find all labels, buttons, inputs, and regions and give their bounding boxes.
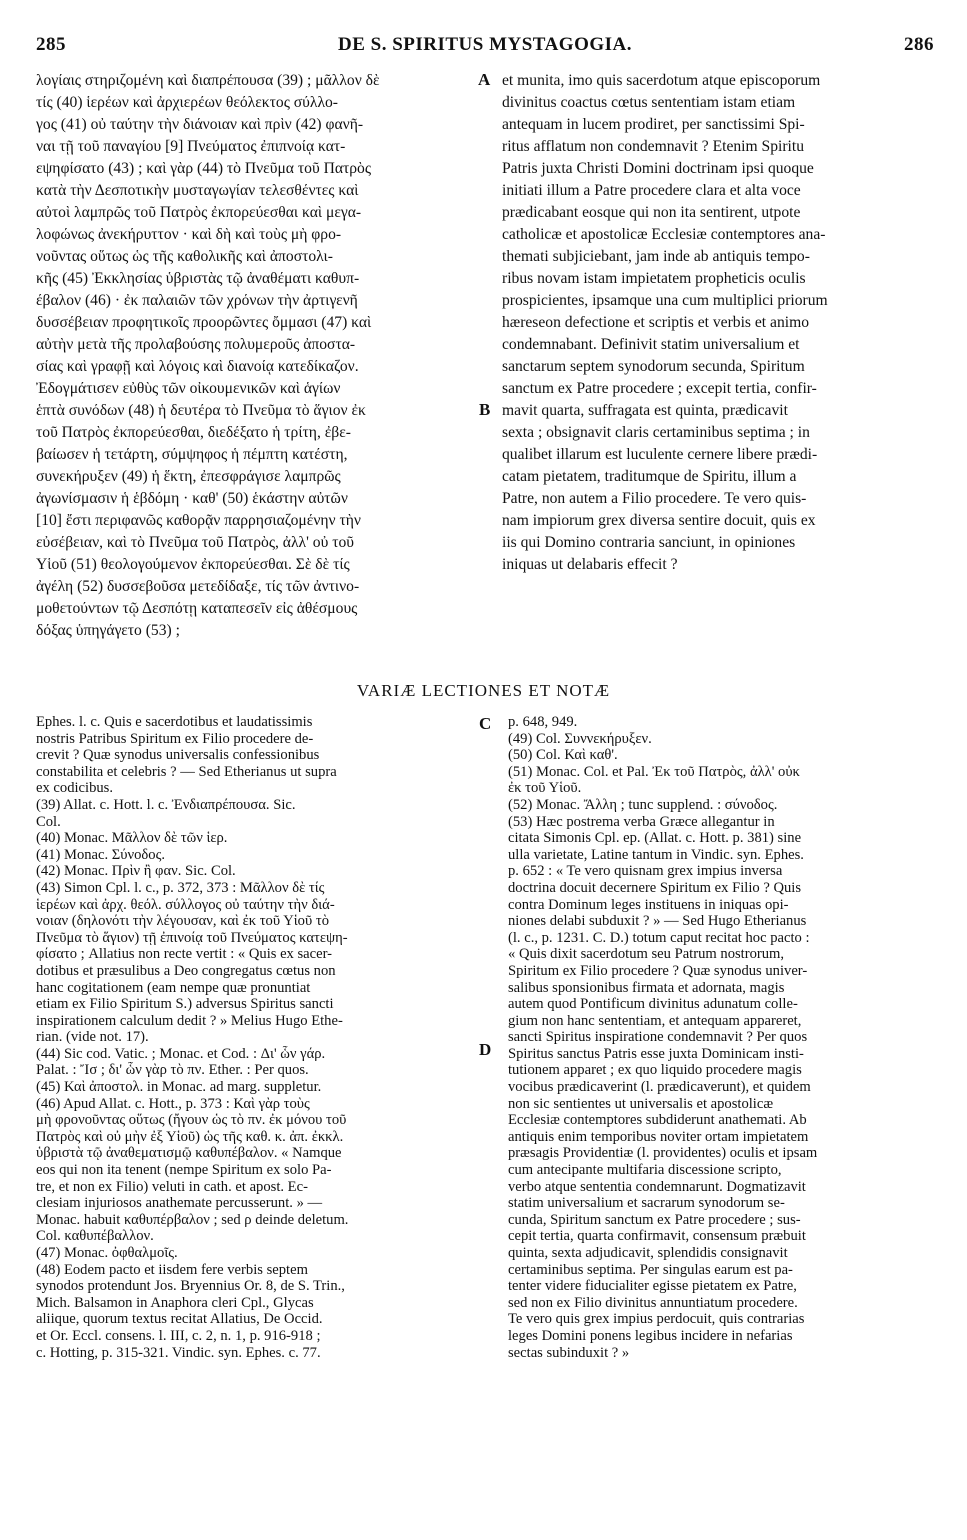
note-line: (47) Monac. ὀφθαλμοῖς.: [36, 1245, 178, 1261]
note-line: non sic sentientes ut universalis et apostolicæ: [508, 1095, 774, 1112]
greek-text-line: τοῦ Πατρὸς ἐκπορεύεσθαι, διεδέξατο ἡ τρίτη, ἐβε-: [36, 424, 351, 441]
greek-text-line: λοφώνως ἀνεκήρυττον · καὶ δὴ καὶ τοὺς μὴ φρο-: [36, 226, 342, 243]
greek-text-line: νοῦντας οὕτως ὡς τῆς καθολικῆς καὶ ἀποστολι-: [36, 248, 333, 265]
latin-text-line: hæreseon defectione et scriptis et verbis et animo: [502, 314, 810, 331]
note-line: etiam ex Filio Spiritum S.) adversus Spiritus sancti: [36, 996, 334, 1013]
note-line: et Or. Eccl. consens. l. III, c. 2, n. 1, p. 916-918 ;: [36, 1327, 321, 1344]
note-line: inspirationem calculum dedit ? » Melius Hugo Ethe-: [36, 1012, 343, 1029]
running-title: DE S. SPIRITUS MYSTAGOGIA.: [337, 34, 632, 55]
note-line: sed non ex Filio divinitus annuntiatum procedere.: [508, 1294, 798, 1311]
note-line: (49) Col. Συννεκήρυξεν.: [508, 730, 652, 747]
latin-text-column: [502, 70, 934, 576]
latin-text-line: ribus novam istam impietatem propheticis oculis: [502, 270, 806, 287]
latin-text-line: catam pietatem, traditumque de Spiritu, illum a: [502, 468, 797, 485]
note-line: p. 652 : « Te vero quisnam grex impius inversa: [508, 863, 783, 880]
greek-text-line: ἀγωνίσμασιν ἡ ἑβδόμη · καθ' (50) ἑκάστην αὐτῶν: [36, 490, 348, 507]
latin-text-line: antequam in lucem prodiret, per sanctissimi Spi-: [502, 116, 805, 133]
greek-text-line: εψηφίσατο (43) ; καὶ γὰρ (44) τὸ Πνεῦμα τοῦ Πατρὸς: [36, 160, 372, 177]
note-line: (40) Monac. Μᾶλλον δὲ τῶν ἱερ.: [36, 830, 228, 847]
note-line: φίσατο ; Allatius non recte vertit : « Quis ex sacer-: [36, 946, 333, 963]
note-line: (48) Eodem pacto et iisdem fere verbis septem: [36, 1261, 308, 1278]
note-line: Ephes. l. c. Quis e sacerdotibus et laudatissimis: [36, 714, 313, 730]
note-line: constabilita et celebris ? — Sed Etherianus ut supra: [36, 763, 337, 780]
note-line: contra Dominum leges instituens in iniquas opi-: [508, 896, 789, 913]
notes-right-column: [508, 714, 936, 1361]
note-line: citata Simonis Cpl. ep. (Allat. c. Hott. p. 381) sine: [508, 830, 802, 847]
latin-text-line: iniquas ut delabaris effecit ?: [502, 556, 678, 573]
note-line: cum antecipante multifaria discessione scripto,: [508, 1162, 782, 1179]
note-line: (50) Col. Καὶ καθ'.: [508, 747, 618, 764]
greek-text-line: αὐτὴν μετὰ τῆς προλαβούσης πολυμεροῦς ἀποστα-: [36, 336, 356, 353]
greek-text-line: δυσσέβειαν προφητικοῖς προορῶντες ὄμμασι (47) καὶ: [36, 314, 372, 331]
note-line: crevit ? Quæ synodus universalis confessionibus: [36, 747, 320, 764]
note-line: sectas subinduxit ? »: [508, 1344, 630, 1361]
note-line: ex codicibus.: [36, 780, 114, 797]
note-line: vocibus prædicaverint (l. prædicaverunt), et quidem: [508, 1079, 811, 1096]
latin-text-line: nam impiorum grex diversa sentire docuit, quis ex: [502, 512, 816, 529]
note-line: c. Hotting, p. 315-321. Vindic. syn. Ephes. c. 77.: [36, 1344, 321, 1361]
margin-marker-a: A: [478, 70, 491, 89]
note-line: (53) Hæc postrema verba Græce allegantur in: [508, 813, 775, 830]
note-line: leges Domini ponens legibus incidere in nefarias: [508, 1327, 793, 1344]
greek-text-line: συνεκήρυξεν (49) ἡ ἕκτη, ἐπεσφράγισε λαμπρῶς: [36, 468, 341, 485]
greek-text-line: αὐτοὶ λαμπρῶς τοῦ Πατρὸς ἐκπορεύεσθαι καὶ μεγα-: [36, 204, 362, 221]
latin-text-line: divinitus coactus cœtus sententiam istam etiam: [502, 94, 796, 111]
note-line: gium non hanc sententiam, et antequam appareret,: [508, 1012, 802, 1029]
notes-left-column: [36, 714, 468, 1361]
note-line: niones delabi subduxit ? » — Sed Hugo Etherianus: [508, 913, 807, 930]
greek-text-line: λογίαις στηριζομένη καὶ διαπρέπουσα (39) ; μᾶλλον δὲ: [36, 72, 380, 89]
note-line: p. 648, 949.: [508, 714, 578, 730]
note-line: antiquis enim temporibus noviter ortam impietatem: [508, 1128, 809, 1145]
greek-text-line: εὐσέβειαν, καὶ τὸ Πνεῦμα τοῦ Πατρὸς, ἀλλ' οὐ τοῦ: [36, 534, 355, 551]
note-line: rian. (vide not. 17).: [36, 1029, 149, 1046]
greek-text-line: τίς (40) ἱερέων καὶ ἀρχιερέων θεόλεκτος σύλλο-: [36, 94, 338, 111]
note-line: cepit tertia, quarta confirmavit, consensum præbuit: [508, 1228, 806, 1245]
latin-text-line: themati subjiciebant, jam inde ab antiquis tempo-: [502, 248, 810, 265]
latin-text-line: prospicientes, ipsamque una cum multiplici priorum: [502, 292, 828, 309]
greek-text-line: κατὰ τὴν Δεσποτικὴν μυσταγωγίαν τελεσθέντες καὶ: [36, 182, 359, 199]
note-line: Palat. : Ἴσ ; δι' ὧν γὰρ τὸ πν. Ether. : Per quos.: [36, 1062, 309, 1079]
page-number-right: 286: [904, 34, 934, 55]
note-line: Te vero quis grex impius perdocuit, quis contrarias: [508, 1311, 805, 1328]
note-line: Col. καθυπέβαλλον.: [36, 1228, 154, 1245]
note-line: (45) Καὶ ἀποστολ. in Monac. ad marg. suppletur.: [36, 1079, 322, 1096]
greek-text-line: Ἐδογμάτισεν εὐθὺς τῶν οἰκουμενικῶν καὶ ἁγίων: [36, 380, 341, 397]
note-line: ὑβριστὰ τῷ ἀναθεματισμῷ καθυπέβαλον. « Namque: [36, 1145, 342, 1162]
note-line: Mich. Balsamon in Anaphora cleri Cpl., Glycas: [36, 1294, 314, 1311]
note-line: Monac. habuit καθυπέρβαλον ; sed ρ deinde deletum.: [36, 1211, 349, 1228]
note-line: autem quod Pontificum divinitus adunatum colle-: [508, 996, 798, 1013]
greek-text-line: δόξας ὑπηγάγετο (53) ;: [36, 622, 180, 639]
greek-text-line: Υἱοῦ (51) θεολογούμενον ἐκπορεύεσθαι. Σὲ δὲ τίς: [36, 556, 350, 573]
note-line: nostris Patribus Spiritum ex Filio procedere de-: [36, 730, 314, 747]
note-line: dotibus et præsulibus a Deo congregatus cœtus non: [36, 962, 336, 979]
note-line: ἐκ τοῦ Υἱοῦ.: [508, 780, 582, 797]
note-line: certaminibus septima. Per singulas earum est pa-: [508, 1261, 793, 1278]
note-line: tutionem apparet ; ex quo liquido procedere magis: [508, 1062, 802, 1079]
greek-text-line: βαίωσεν ἡ τετάρτη, σύμψηφος ἡ πέμπτη κατέστη,: [36, 446, 348, 463]
note-line: (46) Apud Allat. c. Hott., p. 373 : Καὶ γὰρ τοὺς: [36, 1095, 310, 1112]
note-line: (l. c., p. 1231. C. D.) totum caput recitat hoc pacto :: [508, 929, 810, 946]
note-line: Spiritum ex Filio procedere ? Quæ synodus univer-: [508, 962, 808, 979]
note-line: (51) Monac. Col. et Pal. Ἐκ τοῦ Πατρὸς, ἀλλ' οὐκ: [508, 763, 800, 780]
margin-marker-c: C: [479, 714, 492, 733]
note-line: synodos protendunt Jos. Bryennius Or. 8, de S. Trin.,: [36, 1278, 345, 1295]
latin-text-line: Patre, non autem a Filio procedere. Te vero quis-: [502, 490, 807, 507]
page-number-left: 285: [36, 34, 66, 55]
latin-text-line: sanctarum septem synodorum secunda, Spiritum: [502, 358, 805, 375]
note-line: eos qui non ita tenent (nempe Spiritum ex solo Pa-: [36, 1162, 332, 1179]
latin-text-line: mavit quarta, suffragata est quinta, prædicavit: [502, 402, 788, 419]
latin-text-line: sexta ; obsignavit claris certaminibus septima ; in: [502, 424, 810, 441]
latin-text-line: iis qui Domino contraria sanciunt, in opiniones: [502, 534, 796, 551]
note-line: « Quis dixit sacerdotum seu Patrum nostrorum,: [508, 946, 785, 963]
latin-text-line: qualibet illarum est luculente cernere libere prædi-: [502, 446, 818, 463]
latin-text-line: Patris juxta Christi Domini doctrinam ipsi quoque: [502, 160, 814, 177]
greek-text-line: κῆς (45) Ἐκκλησίας ὑβριστὰς τῷ ἀναθέματι καθυπ-: [36, 270, 360, 287]
note-line: tre, et non ex Filio) veluti in cath. et apost. Ec-: [36, 1178, 308, 1195]
note-line: Πνεῦμα τὸ ἅγιον) τῇ ἐπινοίᾳ τοῦ Πνεύματος κατεψη-: [36, 929, 348, 946]
greek-text-line: μοθετούντων τῷ Δεσπότῃ καταπεσεῖν εἰς ἀθέσμους: [36, 600, 358, 617]
note-line: ulla varietate, Latine tantum in Vindic. syn. Ephes.: [508, 846, 804, 863]
note-line: Πατρὸς καὶ οὐ μὴν ἐξ Υἱοῦ) ὡς τῆς καθ. κ. ἀπ. ἐκκλ.: [36, 1128, 344, 1145]
note-line: (41) Monac. Σύνοδος.: [36, 846, 165, 863]
greek-text-column: [36, 70, 466, 642]
note-line: νοιαν (δηλονότι τὴν λέγουσαν, καὶ ἐκ τοῦ Υἱοῦ τὸ: [36, 913, 329, 930]
note-line: aliique, quorum textus recitat Allatius, De Occid.: [36, 1311, 323, 1328]
note-line: Spiritus sanctus Patris esse juxta Dominicam insti-: [508, 1045, 804, 1062]
note-line: verbo atque sententia condemnarunt. Dogmatizavit: [508, 1178, 806, 1195]
greek-text-line: ἀγέλη (52) δυσσεβοῦσα μετεδίδαξε, τίς τῶν ἀντινο-: [36, 578, 360, 595]
latin-text-line: initiati illum a Patre procedere clara et alta voce: [502, 182, 801, 199]
note-line: (42) Monac. Πρὶν ἢ φαν. Sic. Col.: [36, 863, 236, 880]
note-line: hanc cogitationem (eam nempe quæ pronuntiat: [36, 979, 311, 996]
latin-text-line: condemnabant. Definivit statim universalium et: [502, 336, 800, 353]
latin-text-line: ritus afflatum non condemnavit ? Etenim Spiritu: [502, 138, 804, 155]
note-line: doctrina docuit decernere Spiritum ex Filio ? Quis: [508, 879, 802, 896]
greek-text-line: έβαλον (46) · ἐκ παλαιῶν τῶν χρόνων τὴν ἀρτιγενῆ: [36, 292, 358, 309]
note-line: (52) Monac. Ἄλλη ; tunc supplend. : σύνοδος.: [508, 796, 778, 813]
latin-text-line: prædicabant eosque qui non ita sentirent, utpote: [502, 204, 801, 221]
note-line: Ecclesiæ contemptores subdiderunt anathemati. Ab: [508, 1112, 807, 1129]
margin-marker-b: B: [479, 400, 491, 419]
latin-text-line: et munita, imo quis sacerdotum atque episcoporum: [502, 72, 821, 89]
margin-marker-d: D: [479, 1040, 492, 1059]
note-line: præsagis Providentiæ (l. providentes) oculis et ipsam: [508, 1145, 818, 1162]
note-line: Col.: [36, 813, 61, 830]
note-line: clesiam injuriosos anathemate percusserunt. » —: [36, 1195, 323, 1212]
note-line: μὴ φρονοῦντας οὕτως (ἤγουν ὡς τὸ πν. ἐκ μόνου τοῦ: [36, 1112, 347, 1129]
latin-text-line: catholicæ et apostolicæ Ecclesiæ contemptores ana-: [502, 226, 826, 243]
note-line: tenter videre fiducialiter egisse pietatem ex Patre,: [508, 1278, 797, 1295]
latin-text-line: sanctum ex Patre procedere ; excepit tertia, confir-: [502, 380, 817, 397]
note-line: salibus sponsionibus firmata et adornata, magis: [508, 979, 785, 996]
note-line: sancti Spiritus inspiratione condemnavit ? Per quos: [508, 1029, 808, 1046]
greek-text-line: [10] ἔστι περιφανῶς καθορᾷν παρρησιαζομένην τὴν: [36, 512, 361, 529]
note-line: (43) Simon Cpl. l. c., p. 372, 373 : Μᾶλλον δὲ τίς: [36, 879, 325, 896]
note-line: ἱερέων καὶ ἀρχ. θεόλ. σύλλογος οὐ ταύτην τὴν διά-: [36, 896, 335, 913]
note-line: cunda, Spiritum sanctum ex Patre procedere ; sus-: [508, 1211, 801, 1228]
notes-heading: VARIÆ LECTIONES ET NOTÆ: [356, 681, 611, 700]
greek-text-line: ναι τῇ τοῦ παναγίου [9] Πνεύματος ἐπιπνοίᾳ κατ-: [36, 138, 346, 155]
note-line: (39) Allat. c. Hott. l. c. Ἐνδιαπρέπουσα. Sic.: [36, 796, 296, 813]
greek-text-line: σίας καὶ γραφῇ καὶ λόγοις καὶ διανοίᾳ κατεδίκαζον.: [36, 358, 359, 375]
greek-text-line: ἑπτὰ συνόδων (48) ἡ δευτέρα τὸ Πνεῦμα τὸ ἅγιον ἐκ: [36, 402, 366, 419]
note-line: (44) Sic cod. Vatic. ; Monac. et Cod. : Δι' ὧν γάρ.: [36, 1045, 326, 1062]
running-head: [36, 34, 934, 60]
greek-text-line: γος (41) οὐ ταύτην τὴν διάνοιαν καὶ πρὶν (42) φανῆ-: [36, 116, 364, 133]
note-line: statim universalium et sacrarum synodorum se-: [508, 1195, 785, 1212]
note-line: quinta, sexta adjudicavit, splendidis consignavit: [508, 1245, 788, 1261]
